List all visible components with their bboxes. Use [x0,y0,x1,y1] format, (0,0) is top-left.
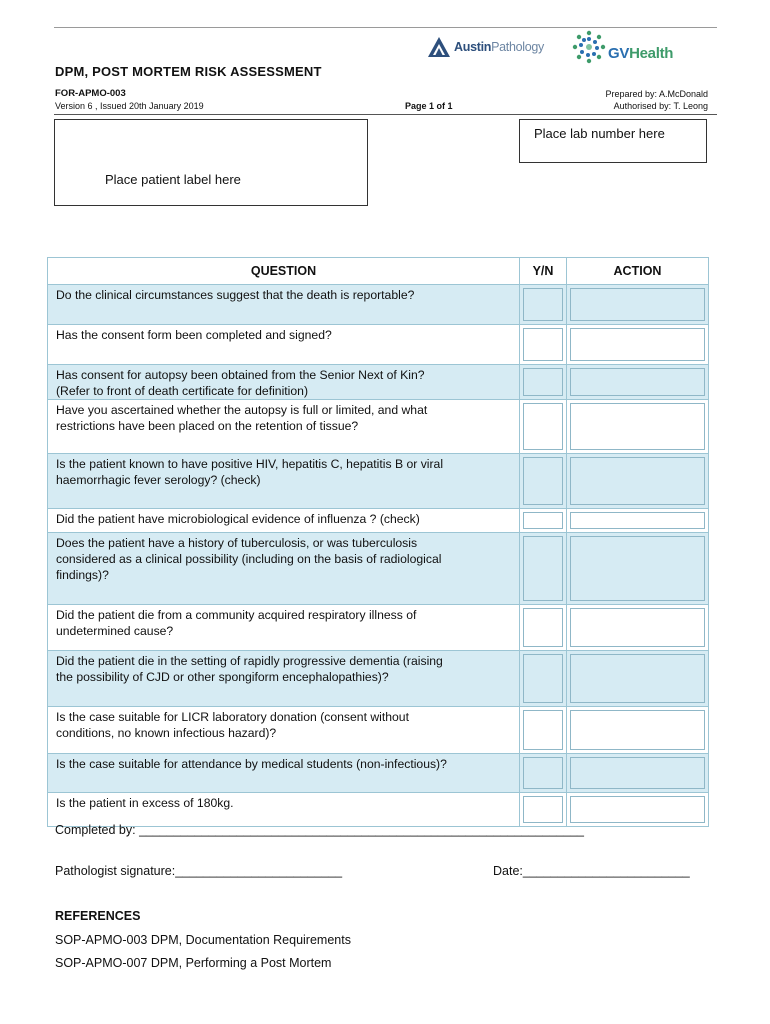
lab-number-box [519,119,707,163]
action-cell[interactable] [567,285,709,325]
yn-cell[interactable] [520,707,567,754]
question-line: Has the consent form been completed and signed? [56,328,332,342]
question-cell [48,509,520,533]
question-line: considered as a clinical possibility (including on the basis of radiological [56,552,442,566]
completed-by-field[interactable]: Completed by: ________________________________________________________________ [55,823,584,837]
action-header: ACTION [567,258,709,285]
question-cell [48,651,520,707]
logo-austin-bold: Austin [454,40,492,54]
table-row [48,707,709,754]
top-rule [54,27,717,28]
table-row [48,605,709,651]
question-header: QUESTION [48,258,520,285]
logo-gv-part2: Health [629,44,674,62]
action-cell[interactable] [567,793,709,827]
question-line: Has consent for autopsy been obtained from the Senior Next of Kin? [56,368,425,382]
yn-cell[interactable] [520,285,567,325]
action-cell[interactable] [567,651,709,707]
question-cell [48,707,520,754]
reference-item: SOP-APMO-007 DPM, Performing a Post Mortem [55,956,332,970]
action-cell[interactable] [567,707,709,754]
question-line: conditions, no known infectious hazard)? [56,726,277,740]
yn-cell[interactable] [520,509,567,533]
yn-cell[interactable] [520,533,567,605]
question-line: Did the patient have microbiological evidence of influenza ? (check) [56,512,420,526]
patient-label-box [54,119,368,206]
question-line: findings)? [56,568,109,582]
question-line: Is the patient in excess of 180kg. [56,796,234,810]
risk-assessment-table [47,257,709,827]
table-row [48,793,709,827]
action-cell[interactable] [567,325,709,365]
document-version: Version 6 , Issued 20th January 2019 [55,101,204,111]
table-row [48,533,709,605]
question-line: Is the case suitable for attendance by medical students (non-infectious)? [56,757,447,771]
action-cell[interactable] [567,400,709,454]
pathologist-signature-field[interactable]: Pathologist signature:________________________ [55,864,343,878]
yn-cell[interactable] [520,651,567,707]
question-line: Is the case suitable for LICR laboratory donation (consent without [56,710,409,724]
action-cell[interactable] [567,365,709,400]
prepared-by: Prepared by: A.McDonald [605,89,708,99]
gv-health-logo [572,30,673,64]
logo-gv-part1: GV [608,44,630,62]
table-row [48,509,709,533]
question-line: Did the patient die in the setting of rapidly progressive dementia (raising [56,654,443,668]
question-cell [48,325,520,365]
yn-cell[interactable] [520,325,567,365]
austin-pathology-logo [427,36,544,58]
document-id: FOR-APMO-003 [55,88,126,99]
question-cell [48,454,520,509]
table-row [48,400,709,454]
yn-header: Y/N [520,258,567,285]
action-cell[interactable] [567,754,709,793]
logo-austin-rest: Pathology [491,40,544,54]
question-line: Have you ascertained whether the autopsy is full or limited, and what [56,403,428,417]
table-row [48,454,709,509]
yn-cell[interactable] [520,793,567,827]
question-line: Is the patient known to have positive HIV, hepatitis C, hepatitis B or viral [56,457,444,471]
question-cell [48,400,520,454]
question-cell [48,754,520,793]
table-row [48,651,709,707]
table-row [48,325,709,365]
yn-cell[interactable] [520,605,567,651]
yn-cell[interactable] [520,454,567,509]
question-line: the possibility of CJD or other spongiform encephalopathies)? [56,670,389,684]
question-cell [48,605,520,651]
yn-cell[interactable] [520,754,567,793]
authorised-by: Authorised by: T. Leong [613,101,708,111]
question-line: haemorrhagic fever serology? (check) [56,473,261,487]
patient-label-text: Place patient label here [105,172,241,187]
table-row [48,754,709,793]
action-cell[interactable] [567,454,709,509]
action-cell[interactable] [567,605,709,651]
yn-cell[interactable] [520,400,567,454]
header-rule [54,114,717,115]
reference-item: SOP-APMO-003 DPM, Documentation Requirements [55,933,351,947]
question-cell [48,793,520,827]
question-line: undetermined cause? [56,624,174,638]
gv-health-flower-icon [572,30,606,64]
lab-number-text: Place lab number here [534,126,665,141]
question-line: Do the clinical circumstances suggest that the death is reportable? [56,288,415,302]
question-line: Does the patient have a history of tuberculosis, or was tuberculosis [56,536,418,550]
austin-mountain-icon [427,36,451,58]
page-number: Page 1 of 1 [405,101,453,111]
table-row [48,285,709,325]
question-line: Did the patient die from a community acquired respiratory illness of [56,608,417,622]
question-cell [48,285,520,325]
action-cell[interactable] [567,533,709,605]
yn-cell[interactable] [520,365,567,400]
table-header-row [48,258,709,285]
question-line: restrictions have been placed on the retention of tissue? [56,419,359,433]
question-cell [48,533,520,605]
action-cell[interactable] [567,509,709,533]
table-row [48,365,709,400]
date-field[interactable]: Date:________________________ [493,864,690,878]
document-title: DPM, POST MORTEM RISK ASSESSMENT [55,64,322,79]
references-heading: REFERENCES [55,909,141,923]
question-line: (Refer to front of death certificate for definition) [56,384,308,398]
question-cell [48,365,520,400]
